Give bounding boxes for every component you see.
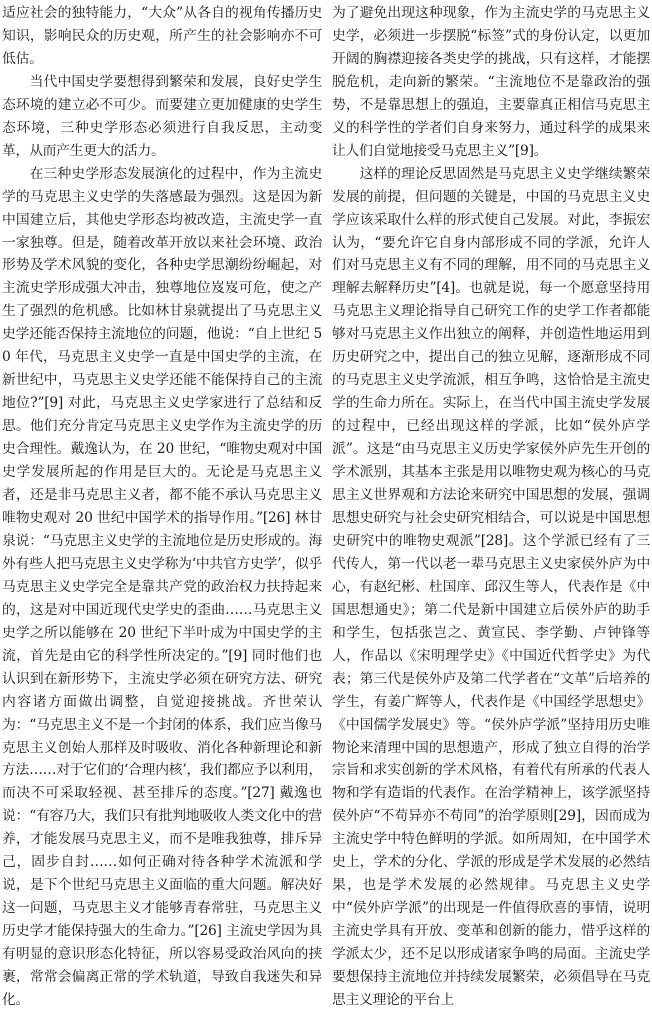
paragraph: 适应社会的独特能力，“大众”从各自的视角传播历史知识，影响民众的历史观，所产生的社会影响亦不可低估。 [2, 5, 322, 67]
paragraph: 为了避免出现这种现象，作为主流史学的马克思主义史学，必须进一步摆脱“标签”式的身份认定，以更加开阔的胸襟迎接各类史学的挑战，只有这样，才能摆脱危机，走向新的繁荣。“主流地位不是靠政治的强势，不是靠思想上的强迫，主要靠真正相信马克思主义的科学性的学者们自身来努力，通过科学的成果来让人们自觉地接受马克思主义”[9]。 [332, 5, 650, 159]
paragraph: 当代中国史学要想得到繁荣和发展，良好史学生态环境的建立必不可少。而要建立更加健康的史学生态环境，三种史学形态必须进行自我反思，主动变革，从而产生更大的活力。 [2, 73, 322, 159]
paragraph: 这样的理论反思固然是马克思主义史学继续繁荣发展的前提，但问题的关键是，中国的马克思主义史学应该采取什么样的形式使自己发展。对此，李振宏认为，“要允许它自身内部形成不同的学派，允许人们对马克思主义有不同的理解，用不同的马克思主义理解去解释历史”[4]。也就是说，每一个愿意坚持用马克思主义理论指导自己研究工作的史学工作者都能够对马克思主义作出独立的阐释，并创造性地运用到历史研究之中，提出自己的独立见解，逐渐形成不同的马克思主义史学流派，相互争鸣，这恰恰是主流史学的生命力所在。实际上，在当代中国主流史学发展的过程中，已经出现这样的学派，比如“侯外庐学派”。这是“由马克思主义历史学家侯外庐先生开创的学术派别，其基本主张是用以唯物史观为核心的马克思主义世界观和方法论来研究中国思想的发展，强调思想史研究与社会史研究相结合，可以说是中国思想史研究中的唯物史观派”[28]。这个学派已经有了三代传人，第一代以老一辈马克思主义史家侯外庐为中心，有赵纪彬、杜国庠、邱汉生等人，代表作是《中国思想通史》；第二代是新中国建立后侯外庐的助手和学生，包括张岂之、黄宣民、李学勤、卢钟锋等人，作品以《宋明理学史》《中国近代哲学史》为代表；第三代是侯外庐及第二代学者在“文革”后培养的学生，有姜广辉等人，代表作是《中国经学思想史》《中国儒学发展史》等。“侯外庐学派”坚持用历史唯物论来清理中国的思想遗产，形成了独立自得的治学宗旨和求实创新的学术风格，有着代有所承的代表人物和学有造诣的代表作。在治学精神上，该学派坚持侯外庐“不苟异亦不苟同”的治学原则[29]，因而成为主流史学中特色鲜明的学派。如所周知，在中国学术史上，学术的分化、学派的形成是学术发展的必然结果，也是学术发展的必然规律。马克思主义史学中“侯外庐学派”的出现是一件值得欣喜的事情，说明主流史学具有开放、变革和创新的能力，惜乎这样的学派太少，还不足以形成诸家争鸣的局面。主流史学要想保持主流地位并持续发展繁荣，必须倡导在马克思主义理论的平台上 [332, 165, 650, 1008]
paragraph: 在三种史学形态发展演化的过程中，作为主流史学的马克思主义史学的失落感最为强烈。这是因为新中国建立后，其他史学形态均被改造，主流史学一直一家独尊。但是，随着改革开放以来社会环境、政治形势及学术风貌的变化，各种史学思潮纷纷崛起，对主流史学形成强大冲击，独尊地位岌岌可危，使之产生了强烈的危机感。比如林甘泉就提出了马克思主义史学还能否保持主流地位的问题，他说：“自上世纪 50 年代，马克思主义史学一直是中国史学的主流，在新世纪中，马克思主义史学还能不能保持自己的主流地位?”[9] 对此，马克思主义史学家进行了总结和反思。他们充分肯定马克思主义史学作为主流史学的历史合理性。戴逸认为，在 20 世纪，“唯物史观对中国史学发展所起的作用是巨大的。无论是马克思主义者，还是非马克思主义者，都不能不承认马克思主义唯物史观对 20 世纪中国学术的指导作用。”[26] 林甘泉说：“马克思主义史学的主流地位是历史形成的。海外有些人把马克思主义史学称为‘中共官方史学’，似乎马克思主义史学完全是靠共产党的政治权力扶持起来的，这是对中国近现代史学史的歪曲……马克思主义史学之所以能够在 20 世纪下半叶成为中国史学的主流，首先是由它的科学性所决定的。”[9] 同时他们也认识到在新形势下，主流史学必须在研究方法、研究内容诸方面做出调整，自觉迎接挑战。齐世荣认为：“马克思主义不是一个封闭的体系，我们应当像马克思主义创始人那样及时吸收、消化各种新理论和新方法……对于它们的‘合理内核’，我们都应予以利用，而决不可采取轻视、甚至排斥的态度。”[27] 戴逸也说：“有容乃大，我们只有批判地吸收人类文化中的营养，才能发展马克思主义，而不是唯我独尊，排斥异己，固步自封……如何正确对待各种学术流派和学说，是下个世纪马克思主义面临的重大问题。解决好这一问题，马克思主义才能够青春常驻，马克思主义历史学才能保持强大的生命力。”[26] 主流史学因为具有明显的意识形态化特征，所以容易受政治风向的挟裹，常常会偏离正常的学术轨道，导致自我迷失和异化。 [2, 165, 322, 1008]
right-text-column [332, 2, 650, 1008]
left-text-column [2, 2, 322, 1008]
